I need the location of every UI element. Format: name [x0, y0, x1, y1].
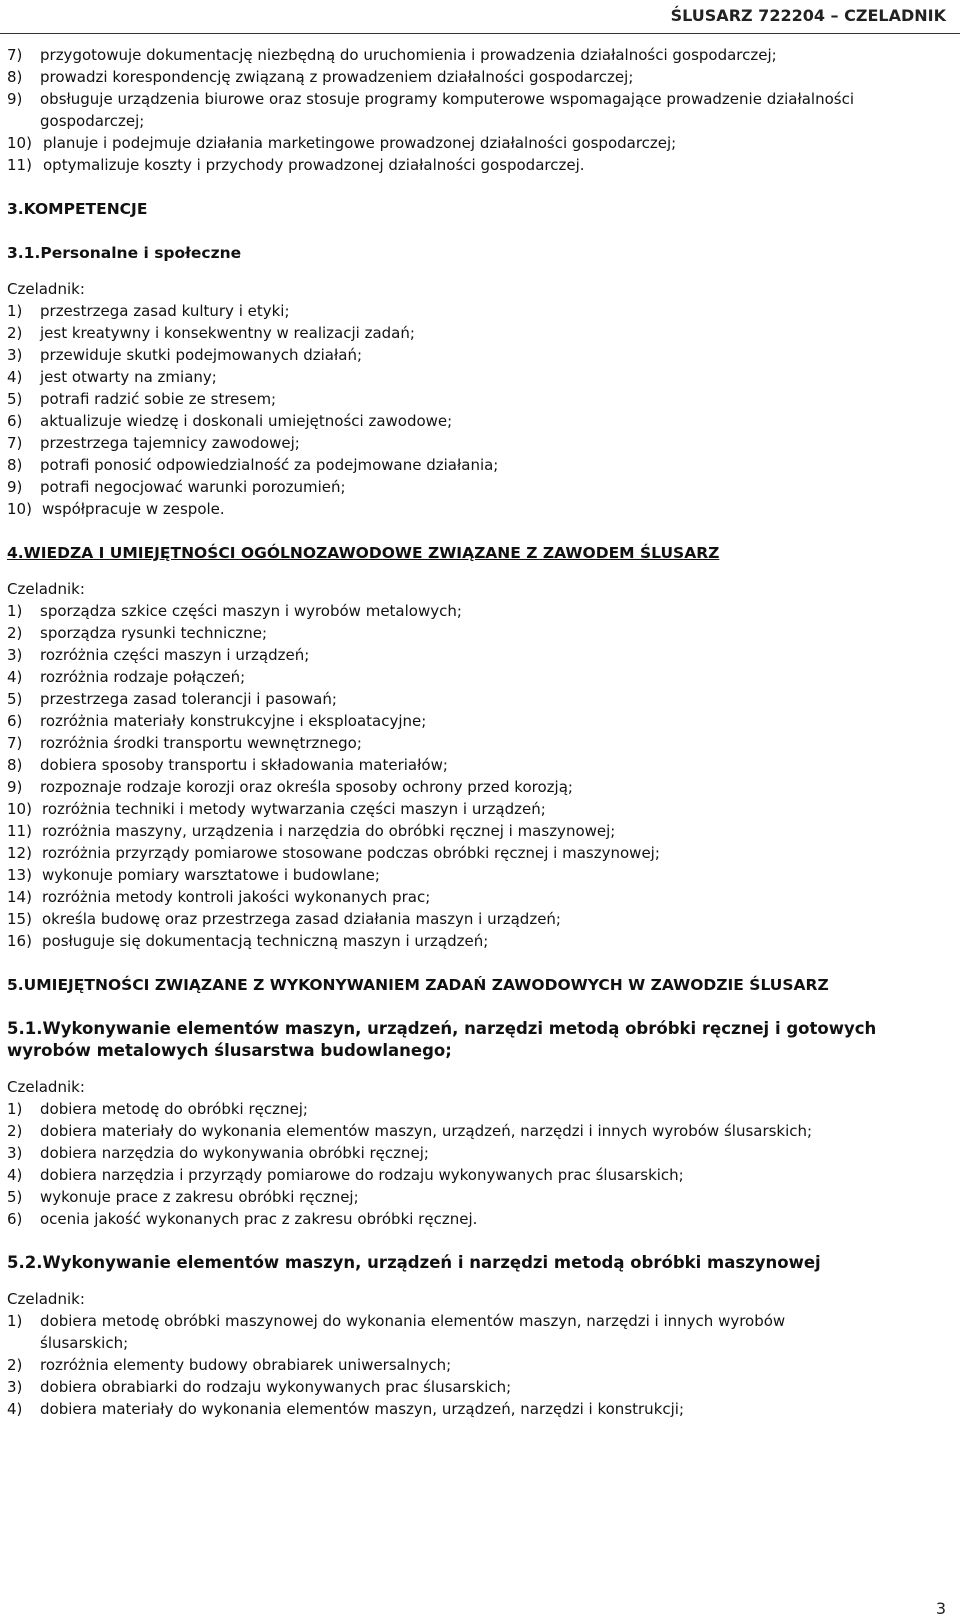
list-item: [7, 1164, 947, 1186]
list-item: [7, 344, 947, 366]
list-item: [7, 842, 947, 864]
item-text: rozróżnia rodzaje połączeń;: [40, 668, 246, 686]
list-item: [7, 666, 947, 688]
item-text: gospodarczej;: [40, 112, 145, 130]
item-text: rozpoznaje rodzaje korozji oraz określa sposoby ochrony przed korozją;: [40, 778, 573, 796]
list-item: [7, 432, 947, 454]
list-item: [7, 454, 947, 476]
list-item: [7, 66, 947, 88]
item-number: 4): [7, 1400, 23, 1418]
sub-heading-obrobka-maszynowa: 5.2.Wykonywanie elementów maszyn, urządzeń i narzędzi metodą obróbki maszynowej: [7, 1253, 821, 1272]
item-text: rozróżnia środki transportu wewnętrznego;: [40, 734, 362, 752]
item-number: 1): [7, 1312, 23, 1330]
item-number: 3): [7, 1144, 23, 1162]
list-item: [7, 688, 947, 710]
item-number: 8): [7, 68, 23, 86]
sub-heading-obrobka-reczna-line2: wyrobów metalowych ślusarstwa budowlanego;: [7, 1041, 452, 1060]
list-item: [7, 1142, 947, 1164]
item-number: 10): [7, 134, 32, 152]
item-text: współpracuje w zespole.: [42, 500, 225, 518]
list-item: [7, 820, 947, 842]
list-item-continuation: [7, 1332, 947, 1354]
list-item: [7, 154, 947, 176]
item-text: potrafi ponosić odpowiedzialność za podejmowane działania;: [40, 456, 499, 474]
role-label: Czeladnik:: [7, 280, 85, 298]
item-number: 3): [7, 346, 23, 364]
item-text: przygotowuje dokumentację niezbędną do uruchomienia i prowadzenia działalności gospodarczej;: [40, 46, 777, 64]
item-number: 1): [7, 1100, 23, 1118]
item-text: optymalizuje koszty i przychody prowadzonej działalności gospodarczej.: [43, 156, 585, 174]
item-text: rozróżnia elementy budowy obrabiarek uniwersalnych;: [40, 1356, 452, 1374]
sub-heading-obrobka-reczna-line1: 5.1.Wykonywanie elementów maszyn, urządzeń, narzędzi metodą obróbki ręcznej i gotowych: [7, 1019, 877, 1038]
item-number: 7): [7, 434, 23, 452]
item-number: 5): [7, 390, 23, 408]
list-item: [7, 1098, 947, 1120]
item-text: dobiera metodę do obróbki ręcznej;: [40, 1100, 308, 1118]
section-heading-kompetencje: 3.KOMPETENCJE: [7, 200, 148, 218]
item-number: 8): [7, 456, 23, 474]
list-item: [7, 732, 947, 754]
item-number: 10): [7, 500, 32, 518]
item-number: 2): [7, 324, 23, 342]
item-text: rozróżnia techniki i metody wytwarzania części maszyn i urządzeń;: [42, 800, 546, 818]
item-number: 1): [7, 302, 23, 320]
list-item: [7, 776, 947, 798]
item-text: dobiera metodę obróbki maszynowej do wykonania elementów maszyn, narzędzi i innych wyrobów: [40, 1312, 786, 1330]
item-number: 5): [7, 1188, 23, 1206]
list-item: [7, 1208, 947, 1230]
item-text: dobiera materiały do wykonania elementów maszyn, urządzeń, narzędzi i konstrukcji;: [40, 1400, 685, 1418]
item-number: 4): [7, 368, 23, 386]
list-item: [7, 886, 947, 908]
header-divider: [0, 33, 960, 34]
item-number: 11): [7, 822, 32, 840]
item-text: posługuje się dokumentacją techniczną maszyn i urządzeń;: [42, 932, 489, 950]
list-item: [7, 388, 947, 410]
list-item: [7, 476, 947, 498]
knowledge-list: [7, 600, 947, 952]
item-number: 10): [7, 800, 32, 818]
item-number: 6): [7, 1210, 23, 1228]
item-number: 13): [7, 866, 32, 884]
list-item: [7, 754, 947, 776]
item-text: rozróżnia materiały konstrukcyjne i eksploatacyjne;: [40, 712, 427, 730]
list-item: [7, 864, 947, 886]
item-text: sporządza rysunki techniczne;: [40, 624, 268, 642]
role-label: Czeladnik:: [7, 580, 85, 598]
list-item: [7, 710, 947, 732]
item-text: rozróżnia części maszyn i urządzeń;: [40, 646, 310, 664]
section-heading-wiedza: 4.WIEDZA I UMIEJĘTNOŚCI OGÓLNOZAWODOWE ZWIĄZANE Z ZAWODEM ŚLUSARZ: [7, 544, 720, 562]
list-item: [7, 798, 947, 820]
item-number: 6): [7, 412, 23, 430]
item-text: przestrzega zasad tolerancji i pasowań;: [40, 690, 337, 708]
item-number: 9): [7, 778, 23, 796]
page-number: 3: [935, 1599, 946, 1618]
item-number: [7, 1332, 40, 1354]
document-body: [7, 44, 947, 1420]
item-text: dobiera sposoby transportu i składowania materiałów;: [40, 756, 448, 774]
list-item: [7, 410, 947, 432]
item-text: dobiera narzędzia i przyrządy pomiarowe do rodzaju wykonywanych prac ślusarskich;: [40, 1166, 684, 1184]
item-number: 2): [7, 624, 23, 642]
list-item-continuation: [7, 110, 947, 132]
item-text: jest otwarty na zmiany;: [40, 368, 217, 386]
item-text: potrafi radzić sobie ze stresem;: [40, 390, 277, 408]
list-item: [7, 300, 947, 322]
item-text: określa budowę oraz przestrzega zasad działania maszyn i urządzeń;: [42, 910, 561, 928]
list-item: [7, 132, 947, 154]
list-item: [7, 908, 947, 930]
item-text: prowadzi korespondencję związaną z prowadzeniem działalności gospodarczej;: [40, 68, 634, 86]
list-item: [7, 930, 947, 952]
item-number: 4): [7, 1166, 23, 1184]
item-number: 4): [7, 668, 23, 686]
item-number: 16): [7, 932, 32, 950]
intro-list: [7, 44, 947, 176]
list-item: [7, 322, 947, 344]
item-number: 14): [7, 888, 32, 906]
item-text: rozróżnia metody kontroli jakości wykonanych prac;: [42, 888, 431, 906]
section-heading-umiejetnosci: 5.UMIEJĘTNOŚCI ZWIĄZANE Z WYKONYWANIEM ZADAŃ ZAWODOWYCH W ZAWODZIE ŚLUSARZ: [7, 976, 829, 994]
list-item: [7, 600, 947, 622]
list-item: [7, 366, 947, 388]
item-text: przestrzega zasad kultury i etyki;: [40, 302, 290, 320]
machine-machining-list: [7, 1310, 947, 1420]
list-item: [7, 1376, 947, 1398]
role-label: Czeladnik:: [7, 1078, 85, 1096]
item-number: 3): [7, 1378, 23, 1396]
item-text: przestrzega tajemnicy zawodowej;: [40, 434, 300, 452]
list-item: [7, 644, 947, 666]
item-text: sporządza szkice części maszyn i wyrobów metalowych;: [40, 602, 462, 620]
list-item: [7, 622, 947, 644]
item-number: 15): [7, 910, 32, 928]
item-number: 2): [7, 1356, 23, 1374]
item-text: przewiduje skutki podejmowanych działań;: [40, 346, 363, 364]
list-item: [7, 44, 947, 66]
item-number: 7): [7, 46, 23, 64]
item-number: 2): [7, 1122, 23, 1140]
item-text: rozróżnia przyrządy pomiarowe stosowane podczas obróbki ręcznej i maszynowej;: [42, 844, 660, 862]
item-number: 7): [7, 734, 23, 752]
item-number: 5): [7, 690, 23, 708]
item-text: wykonuje pomiary warsztatowe i budowlane;: [42, 866, 380, 884]
item-text: potrafi negocjować warunki porozumień;: [40, 478, 346, 496]
list-item: [7, 498, 947, 520]
item-number: 12): [7, 844, 32, 862]
item-text: jest kreatywny i konsekwentny w realizacji zadań;: [40, 324, 415, 342]
list-item: [7, 1398, 947, 1420]
item-number: 8): [7, 756, 23, 774]
item-number: [7, 110, 40, 132]
item-text: dobiera materiały do wykonania elementów maszyn, urządzeń, narzędzi i innych wyrobów ślusarskich;: [40, 1122, 813, 1140]
list-item: [7, 1120, 947, 1142]
manual-machining-list: [7, 1098, 947, 1230]
list-item: [7, 88, 947, 110]
item-number: 9): [7, 478, 23, 496]
item-text: ocenia jakość wykonanych prac z zakresu obróbki ręcznej.: [40, 1210, 478, 1228]
item-text: aktualizuje wiedzę i doskonali umiejętności zawodowe;: [40, 412, 453, 430]
item-text: rozróżnia maszyny, urządzenia i narzędzia do obróbki ręcznej i maszynowej;: [42, 822, 616, 840]
list-item: [7, 1186, 947, 1208]
role-label: Czeladnik:: [7, 1290, 85, 1308]
competences-list: [7, 300, 947, 520]
item-number: 1): [7, 602, 23, 620]
page-header-title: ŚLUSARZ 722204 – CZELADNIK: [670, 6, 946, 25]
item-number: 11): [7, 156, 32, 174]
sub-heading-personalne: 3.1.Personalne i społeczne: [7, 244, 242, 262]
item-text: dobiera narzędzia do wykonywania obróbki ręcznej;: [40, 1144, 429, 1162]
item-number: 6): [7, 712, 23, 730]
item-text: wykonuje prace z zakresu obróbki ręcznej;: [40, 1188, 359, 1206]
item-text: obsługuje urządzenia biurowe oraz stosuje programy komputerowe wspomagające prowadzenie działalności: [40, 90, 854, 108]
item-text: planuje i podejmuje działania marketingowe prowadzonej działalności gospodarczej;: [43, 134, 677, 152]
item-number: 9): [7, 90, 23, 108]
item-number: 3): [7, 646, 23, 664]
item-text: dobiera obrabiarki do rodzaju wykonywanych prac ślusarskich;: [40, 1378, 512, 1396]
list-item: [7, 1310, 947, 1332]
list-item: [7, 1354, 947, 1376]
item-text: ślusarskich;: [40, 1334, 129, 1352]
